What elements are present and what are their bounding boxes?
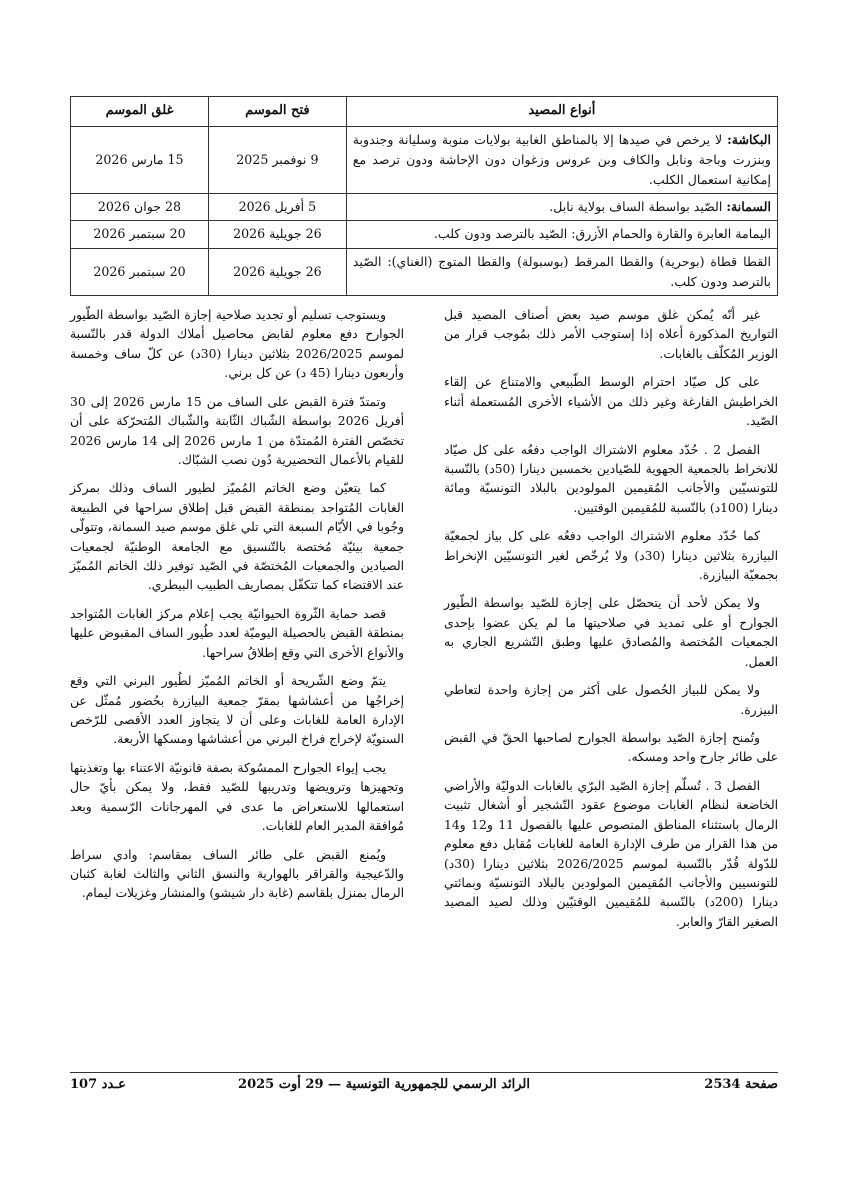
paragraph: ويُمنع القبض على طائر الساف بمقاسم: وادي سراط والدّعيجية والقراقر بالهوارية والنسق الثاني والثالث لغابة كثبان الرمال بمنزل بلقاسم (غابة دار شيشو) والمنشار وغزيلات ليمام. (70, 847, 404, 901)
journal-title: الرائد الرسمي للجمهورية التونسية — 29 أوت 2025 (238, 1077, 530, 1092)
paragraph: وتمتدّ فترة القبض على الساف من 15 مارس 2026 إلى 30 أفريل 2026 بواسطة الشّباك الثّابتة والشّباك المُتحرّكة على أن تخصّص الفترة المُمتدّة من 1 مارس 2026 إلى 14 مارس 2026 للقيام بالأعمال التحضيرية دُون نصب الشبّاك. (70, 394, 405, 467)
species-cell (346, 194, 777, 221)
species-cell (346, 126, 777, 193)
paragraph: ويستوجب تسليم أو تجديد صلاحية إجازة الصّيد بواسطة الطّيور الجوارح دفع معلوم لقابض محاصيل أملاك الدولة قدر بالنّسبة لموسم 2026/2025 بثلاثين دينارا (30د) عن كلّ ساف وخمسة وأربعون دينارا (45 د) عن كل برني. (70, 308, 404, 381)
table-header-row (71, 97, 778, 127)
paragraph: غير أنّه يُمكن غلق موسم صيد بعض أصناف المصيد قبل التواريخ المذكورة أعلاه إذا إستوجب الأمر ذلك بمُوجب قرار من الوزير المُكلّف بالغابات. (444, 308, 778, 361)
hunting-seasons-table (70, 96, 778, 296)
paragraph: وتُمنح إجازة الصّيد بواسطة الجوارح لصاحبها الحقّ في القبض على طائر جارح واحد ومسكه. (444, 731, 778, 765)
table-row (71, 194, 778, 221)
species-name: السمانة: (726, 199, 771, 215)
left-text-column (70, 306, 404, 913)
paragraph: الفصل 2 . حُدّد معلوم الاشتراك الواجب دفعُه على كل صيّاد للانخراط بالجمعية الجهوية للصّيادين بخمسين دينارا (50د) بالنّسبة للتونسيّين والأجانب المُقيمين المولودين بالبلاد التونسيّة ومائة دينارا (100د) بالنّسبة للمُقيمين الوقتيين. (444, 442, 778, 515)
header-season-open: فتح الموسم (208, 97, 346, 127)
species-text: القطا قطاة (بوحرية) والقطا المرقط (بوسبولة) والقطا المتوج (الغناي): الصّيد بالترصد ودون كلب. (352, 253, 771, 289)
season-close-date: 15 مارس 2026 (71, 126, 209, 193)
paragraph: يجب إيواء الجوارح الممسُوكة بصفة قانونيّة الاعتناء بها وتغذيتها وتجهيزها وترويضها وتدريبها للصّيد فقط، ولا يمكن بأيّ حال استعمالها للاستعراض ما عدى في المهرجانات الرّسمية وبعد مُوافقة المدير العام للغابات. (70, 760, 404, 834)
species-text: اليمامة العابرة والقارة والحمام الأزرق: الصّيد بالترصد ودون كلب. (433, 226, 771, 242)
paragraph: ولا يمكن لأحد أن يتحصّل على إجازة للصّيد بواسطة الطّيور الجوارح أو على تمديد في صلاحيتها ما لم يكن عضوا بإحدى الجمعيات المُختصة والمُصادق عليها وطبق التّشريع الجاري به العمل. (444, 596, 778, 669)
header-season-close: غلق الموسم (71, 97, 209, 127)
species-text: الصّيد بواسطة الساف بولاية نابل. (549, 199, 727, 215)
season-close-date: 28 جوان 2026 (71, 194, 209, 221)
table-row (71, 248, 778, 295)
table-row (71, 126, 778, 193)
paragraph: ولا يمكن للبياز الحُصول على أكثر من إجازة واحدة لتعاطي البيزرة. (444, 683, 778, 717)
paragraph: الفصل 3 . تُسلّم إجازة الصّيد البرّي بالغابات الدوليّة والأراضي الخاضعة لنظام الغابات موضوع عقود التّشجير أو أشغال تثبيت الرمال باستثناء المناطق المنصوص عليها بالفصول 11 و12 و14 من هذا القرار من طرف الإدارة العامة للغابات مُقابل دفع معلوم للدّولة قُدّر بالنّسبة لموسم 2026/2025 بثلاثين دينارا (30د) للتونسيين والأجانب المُقيمين المولودين بالبلاد التونسيّة وبمائتي دينارا (200د) بالنّسبة للمُقيمين الوقتيّين وذلك لصيد المصيد الصغير القارّ والعابر. (444, 778, 778, 929)
season-close-date: 20 سبتمبر 2026 (71, 248, 209, 295)
species-cell (346, 221, 777, 248)
paragraph: يتمّ وضع الشّريحة أو الخاتم المُميّز لطُيور البرني التي وقع إخراجُها من أعشاشها بمقرّ جمعية البيازرة بحُضور مُمثّل عن الإدارة العامة للغابات وعلى أن لا يتجاوز العدد الأقصى للرّخص السنويّة لإخراج فراخ البرني من أعشاشها ومسكها الأربعة. (70, 674, 404, 747)
season-close-date: 20 سبتمبر 2026 (71, 221, 209, 248)
paragraph: كما يتعيّن وضع الخاتم المُميّز لطيور الساف وذلك بمركز الغابات المُتواجد بمنطقة القبض قبل إطلاق سراحها في الطبيعة وجُوبا في الأيّام السبعة التي تلي غلق موسم صيد السمانة، وتتولّى جمعية بيئيّة مُختصة بالتّنسيق مع الجامعة الوطنيّة لجمعيات الصيادين والجمعيات المُختصّة في الصّيد توفير ذلك الخاتم المُميّز عند الاقتضاء كما تتكفّل بمصاريف الطبيب البيطري. (70, 481, 404, 593)
header-species: أنواع المصيد (346, 97, 777, 127)
species-cell (346, 248, 777, 295)
right-text-column (444, 306, 778, 941)
page-number: صفحة 2534 (704, 1077, 778, 1092)
season-open-date: 5 أفريل 2026 (208, 194, 346, 221)
season-open-date: 26 جويلية 2026 (208, 221, 346, 248)
season-open-date: 9 نوفمبر 2025 (208, 126, 346, 193)
paragraph: على كل صيّاد احترام الوسط الطّبيعي والامتناع عن إلقاء الخراطيش الفارغة وغير ذلك من الأشياء الأخرى المُستعملة أثناء الصّيد. (444, 375, 778, 429)
paragraph: كما حُدّد معلوم الاشتراك الواجب دفعُه على كل بياز لجمعيّة البيازرة بثلاثين دينارا (30د) ولا يُرخّص لغير التونسيّين الإنخراط بجمعيّة البيازرة. (444, 529, 778, 583)
season-open-date: 26 جويلية 2026 (208, 248, 346, 295)
table-row (71, 221, 778, 248)
issue-number: عـدد 107 (70, 1077, 126, 1092)
species-text: لا يرخص في صيدها إلا بالمناطق الغابية بولايات منوبة وسليانة وجندوبة وبنزرت وباجة ونابل والكاف وبن عروس وزغوان دون الإحاشة ودون ترصد مع إمكانية استعمال الكلب. (352, 131, 771, 188)
page-footer (70, 1072, 778, 1097)
paragraph: قصد حماية الثّروة الحيوانيّة يجب إعلام مركز الغابات المُتواجد بمنطقة القبض بالحصيلة اليوميّة لعدد طُيور الساف المقبوض عليها والأنواع الأخرى التي وقع إطلاقُ سراحها. (70, 606, 404, 660)
species-name: البكاشة: (727, 131, 771, 147)
